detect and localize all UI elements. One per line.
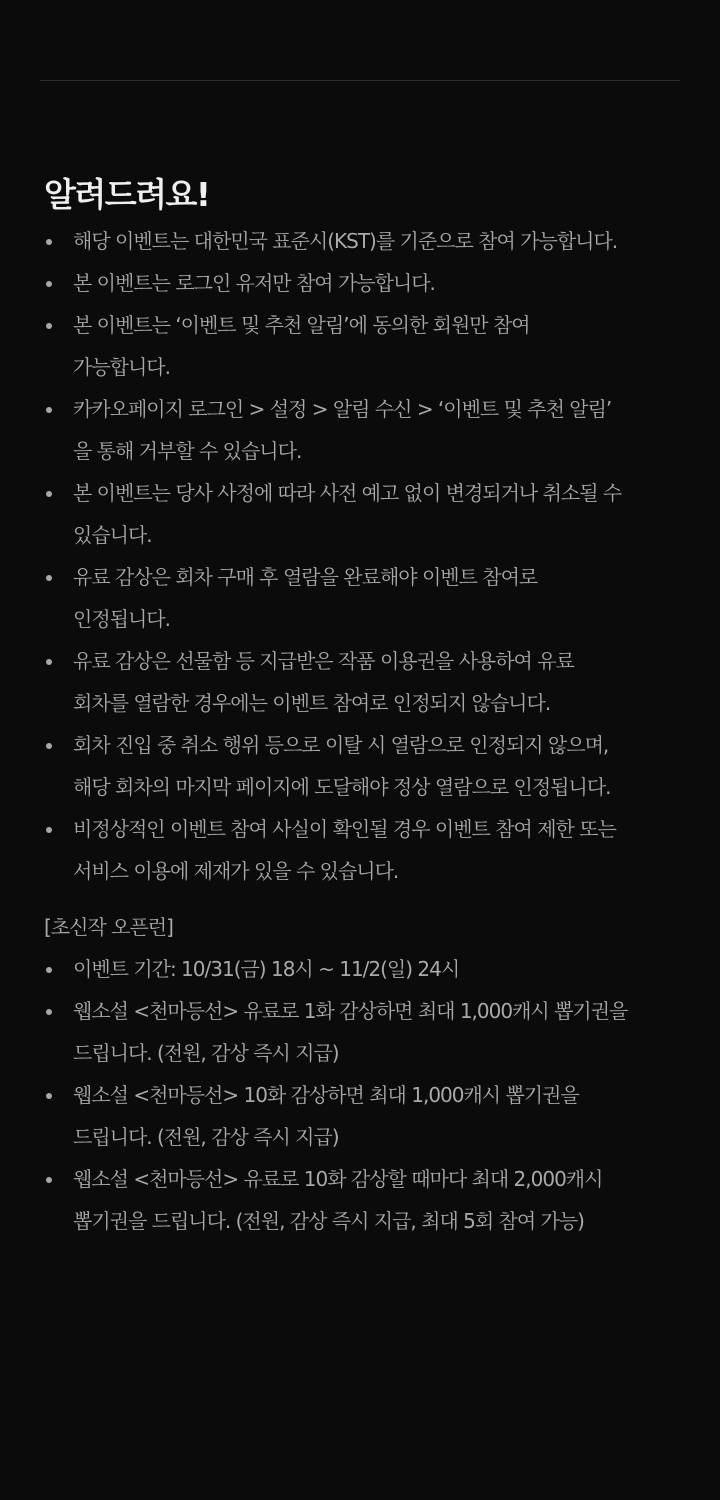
list-item-text: 인정됩니다.	[73, 607, 170, 631]
list-item	[44, 640, 684, 724]
list-item-text: 이벤트 기간: 10/31(금) 18시 ~ 11/2(일) 24시	[73, 957, 460, 981]
list-item-text: 유료 감상은 회차 구매 후 열람을 완료해야 이벤트 참여로	[73, 565, 538, 589]
list-item	[44, 1074, 684, 1158]
list-item	[44, 990, 684, 1074]
list-item-text: 회차를 열람한 경우에는 이벤트 참여로 인정되지 않습니다.	[73, 691, 551, 715]
list-item	[44, 948, 684, 990]
list-item	[44, 808, 684, 892]
list-item-text: 본 이벤트는 ‘이벤트 및 추천 알림’에 동의한 회원만 참여	[73, 313, 530, 337]
list-item	[44, 220, 684, 262]
list-item-text: 서비스 이용에 제재가 있을 수 있습니다.	[73, 859, 399, 883]
notice-section	[44, 170, 684, 1242]
list-item-text: 가능합니다.	[73, 355, 170, 379]
list-item-text: 본 이벤트는 로그인 유저만 참여 가능합니다.	[73, 271, 435, 295]
list-item-text: 비정상적인 이벤트 참여 사실이 확인될 경우 이벤트 참여 제한 또는	[73, 817, 616, 841]
list-item-text: 뽑기권을 드립니다. (전원, 감상 즉시 지급, 최대 5회 참여 가능)	[73, 1209, 584, 1233]
list-item-text: 을 통해 거부할 수 있습니다.	[73, 439, 302, 463]
list-item	[44, 724, 684, 808]
list-item-text: 드립니다. (전원, 감상 즉시 지급)	[73, 1041, 339, 1065]
list-item	[44, 1158, 684, 1242]
list-item-text: 본 이벤트는 당사 사정에 따라 사전 예고 없이 변경되거나 취소될 수	[73, 481, 622, 505]
list-item-text: 해당 회차의 마지막 페이지에 도달해야 정상 열람으로 인정됩니다.	[73, 775, 611, 799]
list-item	[44, 262, 684, 304]
list-item-text: 유료 감상은 선물함 등 지급받은 작품 이용권을 사용하여 유료	[73, 649, 574, 673]
event-list	[44, 948, 684, 1242]
list-item	[44, 388, 684, 472]
notice-title: 알려드려요!	[44, 175, 210, 214]
list-item-text: 드립니다. (전원, 감상 즉시 지급)	[73, 1125, 339, 1149]
list-item-text: 웹소설 <천마등선> 유료로 10화 감상할 때마다 최대 2,000캐시	[73, 1167, 603, 1191]
list-item-text: 카카오페이지 로그인 > 설정 > 알림 수신 > ‘이벤트 및 추천 알림’	[73, 397, 612, 421]
list-item-text: 회차 진입 중 취소 행위 등으로 이탈 시 열람으로 인정되지 않으며,	[73, 733, 609, 757]
event-section-title: [초신작 오픈런]	[44, 915, 173, 939]
top-divider	[40, 80, 680, 81]
notice-list	[44, 220, 684, 892]
list-item-text: 웹소설 <천마등선> 10화 감상하면 최대 1,000캐시 뽑기권을	[73, 1083, 579, 1107]
list-item	[44, 304, 684, 388]
list-item	[44, 472, 684, 556]
list-item-text: 해당 이벤트는 대한민국 표준시(KST)를 기준으로 참여 가능합니다.	[73, 229, 618, 253]
list-item	[44, 556, 684, 640]
list-item-text: 있습니다.	[73, 523, 152, 547]
list-item-text: 웹소설 <천마등선> 유료로 1화 감상하면 최대 1,000캐시 뽑기권을	[73, 999, 628, 1023]
